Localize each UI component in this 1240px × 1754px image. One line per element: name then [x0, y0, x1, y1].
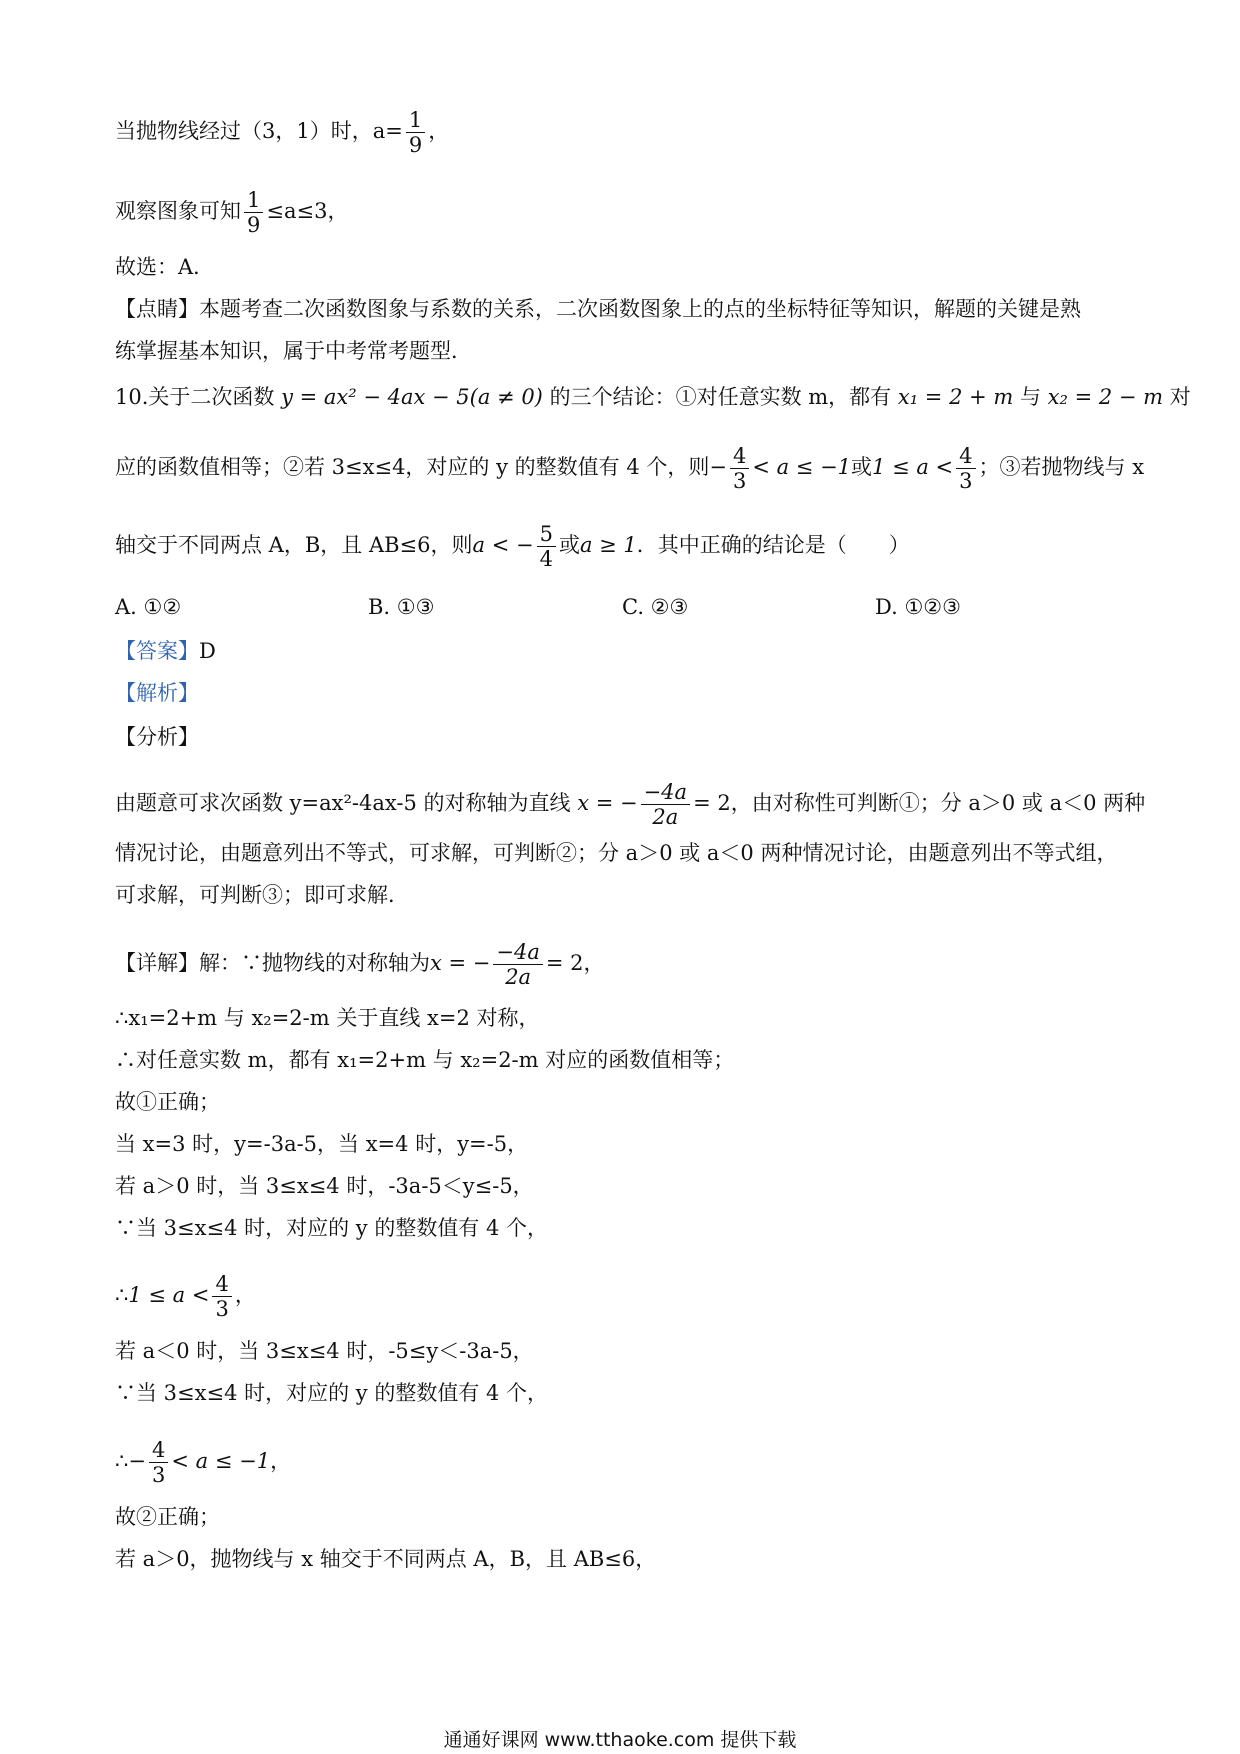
fenxi-line-1	[115, 780, 1145, 829]
analysis-label: 【解析】	[115, 681, 199, 705]
fenxi-label: 【分析】	[115, 725, 199, 749]
text: ，	[234, 1283, 256, 1308]
equation: y = ax² − 4ax − 5(a ≠ 0)	[281, 385, 543, 409]
fraction	[730, 444, 749, 493]
fenxi-line-2: 情况讨论，由题意列出不等式，可求解，可判断②；分 a＞0 或 a＜0 两种情况讨论，由题意列出不等式组，	[115, 841, 1118, 865]
text: 【详解】解：∵抛物线的对称轴为	[115, 951, 430, 976]
text: ，由对称性可判断①；分 a＞0 或 a＜0 两种	[730, 791, 1146, 816]
text: ，	[583, 951, 605, 976]
fenxi-line-3: 可求解，可判断③；即可求解．	[115, 883, 409, 907]
fraction	[406, 108, 425, 157]
text-line-3: 故选：A．	[115, 255, 215, 279]
text-line-2	[115, 188, 348, 237]
detail-line-5: 当 x=3 时，y=-3a-5，当 x=4 时，y=-5，	[115, 1132, 529, 1156]
numerator: 4	[149, 1438, 168, 1463]
detail-line-4: 故①正确；	[115, 1090, 220, 1114]
numerator: 4	[212, 1272, 231, 1297]
question-10-line-2	[115, 444, 1144, 493]
question-10-line-1	[115, 382, 1191, 412]
text: 与	[1019, 385, 1041, 409]
text: 轴交于不同两点 A，B，且 AB≤6，则	[115, 533, 473, 558]
detail-line-12: 故②正确；	[115, 1505, 220, 1529]
detail-line-2: ∴x₁=2+m 与 x₂=2-m 关于直线 x=2 对称，	[115, 1006, 540, 1030]
dianjing-line-1: 【点睛】本题考查二次函数图象与系数的关系，二次函数图象上的点的坐标特征等知识，解题的关键是熟	[115, 297, 1081, 321]
equation: 1 ≤ a <	[872, 455, 954, 480]
detail-line-11	[115, 1438, 291, 1487]
text: 由题意可求次函数 y=ax²-4ax-5 的对称轴为直线	[115, 791, 571, 816]
denominator: 2a	[505, 965, 532, 990]
answer-value: D	[199, 639, 216, 663]
text: 或	[851, 455, 873, 480]
denominator: 2a	[652, 805, 679, 830]
detail-line-1	[115, 940, 605, 989]
detail-line-7: ∵当 3≤x≤4 时，对应的 y 的整数值有 4 个，	[115, 1216, 549, 1240]
equation: = 2	[693, 791, 731, 816]
detail-line-3: ∴对任意实数 m，都有 x₁=2+m 与 x₂=2-m 对应的函数值相等；	[115, 1048, 735, 1072]
answer-line	[115, 636, 216, 666]
fraction	[537, 522, 556, 571]
equation: = 2	[545, 951, 584, 976]
equation: x₁ = 2 + m	[897, 385, 1014, 409]
text: 应的函数值相等；②若 3≤x≤4，对应的 y 的整数值有 4 个，则	[115, 455, 710, 480]
equation: 1 ≤ a <	[128, 1283, 210, 1308]
text: 当抛物线经过（3，1）时，a=	[115, 119, 403, 144]
text: 对	[1169, 385, 1191, 409]
denominator: 3	[732, 469, 747, 494]
text: ∴	[115, 1449, 129, 1474]
detail-line-6: 若 a＞0 时，当 3≤x≤4 时，-3a-5＜y≤-5，	[115, 1174, 534, 1198]
text: 观察图象可知	[115, 199, 241, 224]
equation: x = −	[430, 951, 491, 976]
text-line-1	[115, 108, 449, 157]
text: 或	[558, 533, 580, 558]
text: ，	[428, 119, 450, 144]
equation: x = −	[577, 791, 638, 816]
text: ≤a≤3，	[266, 199, 349, 224]
minus-sign: −	[709, 455, 727, 480]
fraction	[956, 444, 975, 493]
dianjing-line-2: 练掌握基本知识，属于中考常考题型．	[115, 339, 472, 363]
option-c: C. ②③	[622, 595, 689, 619]
denominator: 4	[539, 547, 553, 572]
fraction	[149, 1438, 168, 1487]
equation: a < −	[472, 533, 534, 558]
equation: < a ≤ −1	[752, 455, 852, 480]
equation: a ≥ 1	[579, 533, 637, 558]
text: ∴	[115, 1283, 129, 1308]
equation: < a ≤ −1	[171, 1449, 271, 1474]
question-10-line-3	[115, 522, 910, 571]
text: ．其中正确的结论是（ ）	[636, 533, 910, 558]
numerator: −4a	[641, 780, 690, 805]
answer-label: 【答案】	[115, 639, 199, 663]
denominator: 3	[959, 469, 973, 494]
numerator: 5	[537, 522, 556, 547]
fraction	[641, 780, 690, 829]
denominator: 3	[215, 1297, 229, 1322]
equation: x₂ = 2 − m	[1047, 385, 1164, 409]
numerator: 1	[244, 188, 263, 213]
minus-sign: −	[128, 1449, 146, 1474]
detail-line-10: ∵当 3≤x≤4 时，对应的 y 的整数值有 4 个，	[115, 1381, 549, 1405]
text: ，	[270, 1449, 292, 1474]
fraction	[493, 940, 542, 989]
page-footer: 通通好课网 www.tthaoke.com 提供下载	[443, 1729, 797, 1751]
option-b: B. ①③	[368, 595, 435, 619]
text: 10.关于二次函数	[115, 385, 275, 409]
numerator: 4	[730, 444, 749, 469]
denominator: 9	[408, 133, 423, 158]
detail-line-13: 若 a＞0，抛物线与 x 轴交于不同两点 A，B，且 AB≤6，	[115, 1547, 657, 1571]
fraction	[244, 188, 263, 237]
denominator: 9	[247, 213, 261, 238]
detail-line-8	[115, 1272, 256, 1321]
numerator: 1	[406, 108, 425, 133]
detail-line-9: 若 a＜0 时，当 3≤x≤4 时，-5≤y＜-3a-5，	[115, 1339, 534, 1363]
numerator: −4a	[493, 940, 542, 965]
fraction	[212, 1272, 231, 1321]
option-a: A. ①②	[115, 595, 182, 619]
text: ；③若抛物线与 x	[978, 455, 1145, 480]
denominator: 3	[151, 1463, 166, 1488]
numerator: 4	[956, 444, 975, 469]
text: 的三个结论：①对任意实数 m，都有	[549, 385, 892, 409]
option-d: D. ①②③	[875, 595, 961, 619]
